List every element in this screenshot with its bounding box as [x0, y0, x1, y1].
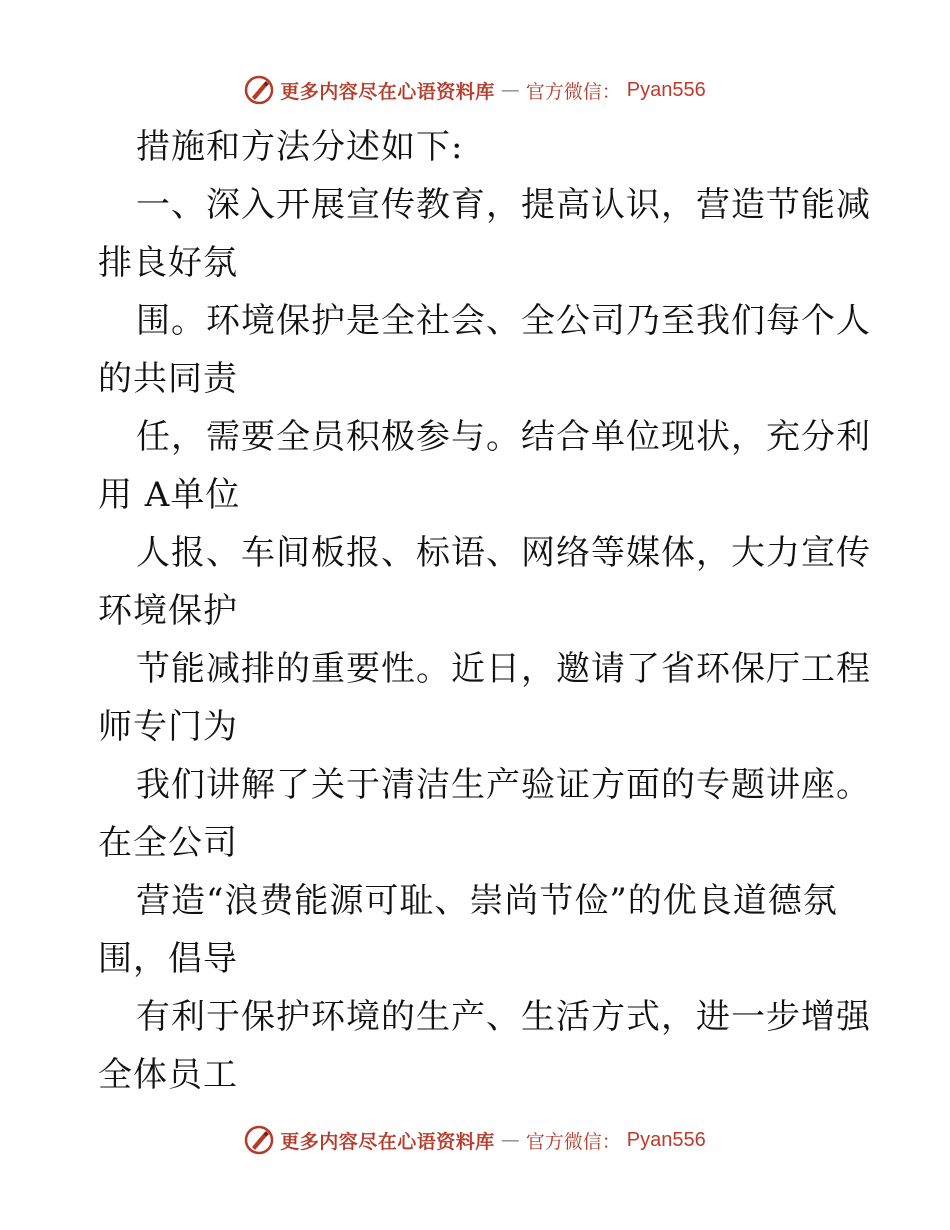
header-banner-separator: —: [500, 79, 520, 101]
footer-banner: [0, 1120, 950, 1160]
body-line: 的共同责: [98, 359, 238, 399]
footer-banner-contact-id: Pyan556: [626, 1128, 706, 1151]
body-line: 我们讲解了关于清洁生产验证方面的专题讲座。: [136, 765, 871, 805]
pen-logo-icon: [244, 1125, 274, 1155]
body-line: 围。环境保护是全社会、全公司乃至我们每个人: [136, 301, 871, 341]
footer-banner-separator: —: [500, 1129, 520, 1151]
document-body: [98, 118, 871, 1104]
body-line: 在全公司: [98, 823, 238, 863]
body-line: 用 A单位: [98, 475, 241, 515]
header-banner: [0, 70, 950, 110]
body-line: 围，倡导: [98, 939, 238, 979]
body-line: 全体员工: [98, 1055, 238, 1095]
body-line: 排良好氛: [98, 243, 238, 283]
body-line: 措施和方法分述如下:: [136, 127, 464, 167]
header-banner-contact-label: 官方微信：: [525, 80, 621, 103]
pen-logo-icon: [244, 75, 274, 105]
body-line: 人报、车间板报、标语、网络等媒体，大力宣传: [136, 533, 871, 573]
footer-banner-contact-label: 官方微信：: [525, 1130, 621, 1153]
header-banner-text: 更多内容尽在心语资料库: [280, 80, 495, 103]
body-line: 有利于保护环境的生产、生活方式，进一步增强: [136, 997, 871, 1037]
body-line: 节能减排的重要性。近日，邀请了省环保厅工程: [136, 649, 871, 689]
body-line: 营造“浪费能源可耻、崇尚节俭”的优良道德氛: [136, 881, 838, 921]
body-line: 一、深入开展宣传教育，提高认识，营造节能减: [136, 185, 871, 225]
header-banner-contact-id: Pyan556: [626, 78, 706, 101]
body-line: 师专门为: [98, 707, 238, 747]
footer-banner-text: 更多内容尽在心语资料库: [280, 1130, 495, 1153]
body-line: 环境保护: [98, 591, 238, 631]
body-line: 任，需要全员积极参与。结合单位现状，充分利: [136, 417, 871, 457]
